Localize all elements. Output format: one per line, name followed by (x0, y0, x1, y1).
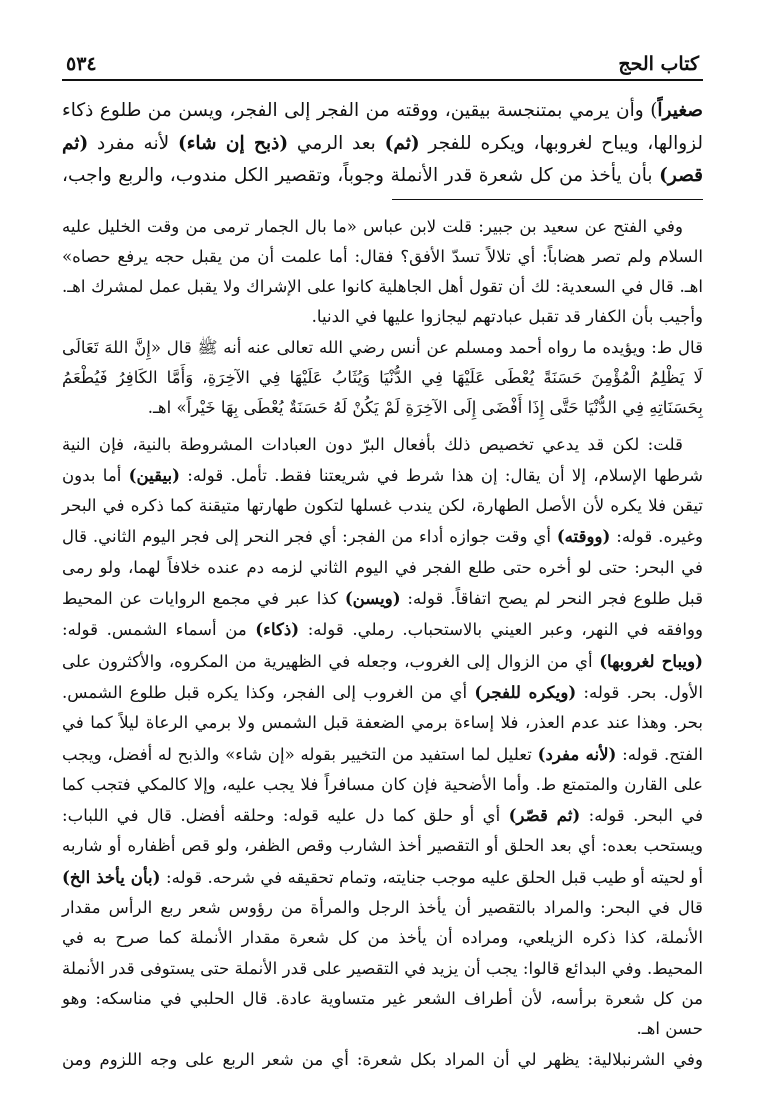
matn-term: (ذبح إن شاء) (177, 132, 289, 154)
page-header (62, 52, 703, 79)
quoted-term: (ويباح لغروبها) (599, 650, 703, 671)
matn-term: (ثم قصر) (62, 132, 703, 186)
matn-divider (392, 199, 703, 200)
page-number: ٥٣٤ (66, 53, 97, 75)
book-title: كتاب الحج (618, 53, 699, 75)
quoted-term: (ذكاء) (255, 619, 300, 640)
quoted-term: (بيقين) (128, 464, 180, 485)
quoted-term: (ويكره للفجر) (474, 681, 577, 702)
quoted-term: (ويسن) (344, 588, 401, 609)
matn-text: صغيراً) وأن يرمي بمتنجسة بيقين، ووقته من الفجر إلى الفجر، ويسن من طلوع ذكاء لزوالها، ويباح لغروبها، ويكره للفجر (ثم) بعد الرمي (ذبح إن شاء) لأنه مفرد (ثم قصر) بأن يأخذ من كل شعرة قدر الأنملة وجوباً، وتقصير الكل مندوب، والربع واجب، (62, 100, 704, 186)
quoted-term: (بأن يأخذ الخ) (62, 866, 161, 887)
header-divider (62, 79, 703, 81)
matn-term: صغيراً (657, 100, 703, 121)
commentary-paragraph: قلت: لكن قد يدعي تخصيص ذلك بأفعال البرّ دون العبادات المشروطة بالنية، فإن النية شرطها الإسلام، إلا أن يقال: إن هذا شرط في شريعتنا فقط. تأمل. قوله: (بيقين) أما بدون تيقن فلا يكره لأن الأصل الطهارة، لكن يندب غسلها لتكون طهارتها متيقنة كما ذكره في البحر وغيره. قوله: (ووقته) أي وقت جوازه أداء من الفجر: أي فجر النحر إلى فجر اليوم الثاني. قال في البحر: حتى لو أخره حتى طلع الفجر في اليوم الثاني لزمه دم عنده خلافاً لهما، ولو رمى قبل طلوع فجر النحر لم يصح اتفاقاً. قوله: (ويسن) كذا عبر في مجمع الروايات عن المحيط ووافقه في النهر، وعبر العيني بالاستحباب. رملي. قوله: (ذكاء) من أسماء الشمس. قوله: (ويباح لغروبها) أي من الزوال إلى الغروب، وجعله في الظهيرية من المكروه، والأكثرون على الأول. بحر. قوله: (ويكره للفجر) أي من الغروب إلى الفجر، وكذا يكره قبل طلوع الشمس. بحر. وهذا عند عدم العذر، فلا إساءة برمي الضعفة قبل الشمس ولا برمي الرعاة ليلاً كما في الفتح. قوله: (لأنه مفرد) تعليل لما استفيد من التخيير بقوله «إن شاء» والذبح له أفضل، ويجب على القارن والمتمتع ط. وأما الأضحية فإن كان مسافراً فلا يجب عليه، وإلا كالمكي فتجب كما في البحر. قوله: (ثم قصّر) أي أو حلق كما دل عليه قوله: وحلقه أفضل. قال في اللباب: ويستحب بعده: أي بعد الحلق أو التقصير أخذ الشارب وقص الظفر، ولو قص أظفاره أو شاربه أو لحيته أو طيب قبل الحلق عليه موجب جنايته، وتمام تحقيقه في شرحه. قوله: (بأن يأخذ الخ) قال في البحر: والمراد بالتقصير أن يأخذ الرجل والمرأة من رؤوس شعر ربع الرأس مقدار الأنملة، كذا ذكره الزيلعي، ومراده أن يأخذ من كل شعرة مقدار الأنملة كما صرح به في المحيط. وفي البدائع قالوا: يجب أن يزيد في التقصير على قدر الأنملة حتى يستوفى قدر الأنملة من كل شعرة برأسه، لأن أطراف الشعر غير متساوية عادة. قال الحلبي في مناسكه: وهو حسن اهـ. (62, 434, 704, 1039)
quoted-term: (لأنه مفرد) (537, 743, 617, 764)
quoted-term: (ثم قصّر) (508, 805, 581, 826)
matn-term: (ثم) (384, 132, 420, 154)
commentary-paragraph-continued: وفي الشرنبلالية: يظهر لي أن المراد بكل شعرة: أي من شعر الربع على وجه اللزوم ومن (62, 1049, 703, 1069)
commentary-hadith-paragraph: قال ط: ويؤيده ما رواه أحمد ومسلم عن أنس رضي الله تعالى عنه أنه ﷺ قال «إِنَّ اللهَ تَعَالَى لَا يَظْلِمُ الْمُؤْمِنَ حَسَنَةً يُعْطَى عَلَيْهَا فِي الدُّنْيَا وَيُثَابُ عَلَيْهَا فِي الآخِرَةِ، وَأَمَّا الكَافِرُ فَيُطْعَمُ بِحَسَنَاتِهِ فِي الدُّنْيَا حَتَّى إِذَا أَفْضَى إِلَى الآخِرَةِ لَمْ يَكُنْ لَهُ حَسَنَةٌ يُعْطَى بِهَا خَيْراً» اهـ. (62, 337, 703, 418)
quoted-term: (ووقته) (556, 526, 611, 547)
commentary-paragraph: وفي الفتح عن سعيد بن جبير: قلت لابن عباس «ما بال الجمار ترمى من وقت الخليل عليه السلام ولم تصر هضاباً: أي تلالاً تسدّ الأفق؟ فقال: أما علمت أن من يقبل حجه يرفع حصاه» اهـ. قال في السعدية: لك أن تقول أهل الجاهلية كانوا على الإشراك ولا يقبل عمل لمشرك اهـ. وأجيب بأن الكفار قد تقبل عبادتهم ليجازوا عليها في الدنيا. (62, 216, 703, 327)
